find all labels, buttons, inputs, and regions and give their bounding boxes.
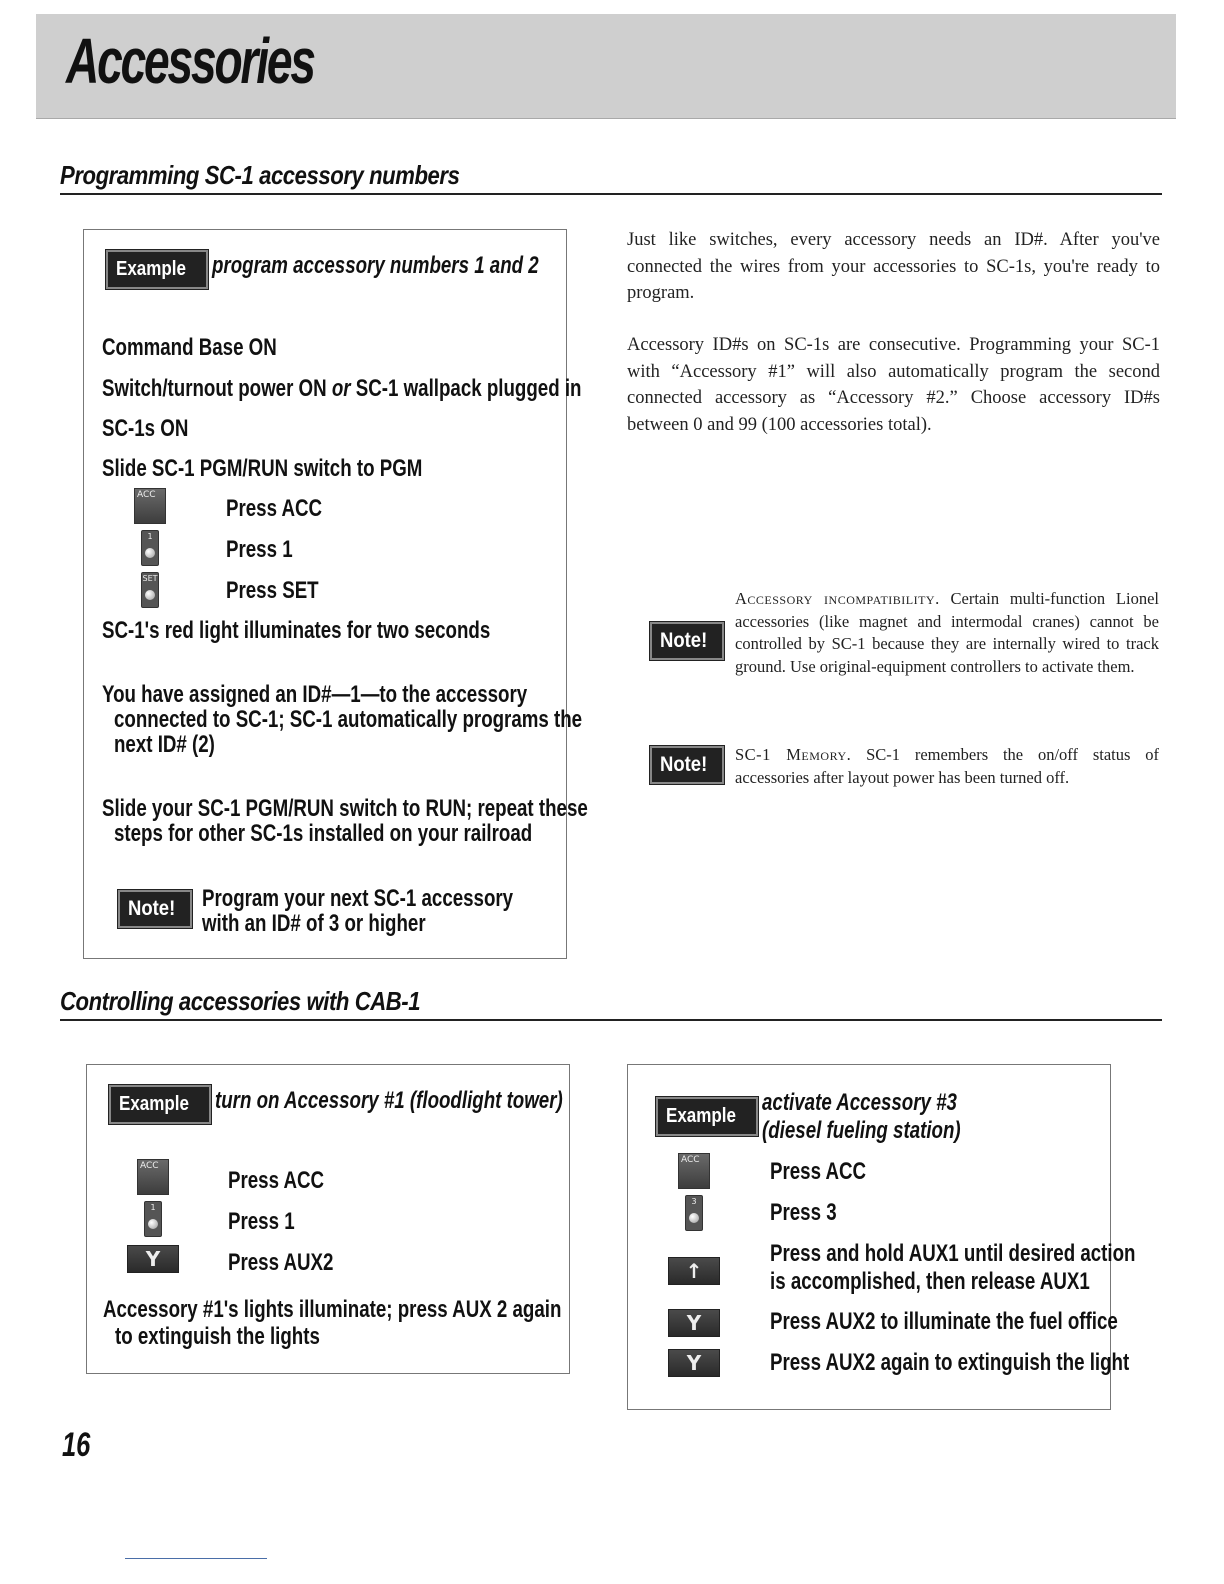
example-heading: (diesel fueling station) — [762, 1117, 961, 1144]
note-tag: Note! — [118, 890, 192, 928]
intro-paragraph: Just like switches, every accessory needs an ID#. After you've connected the wires from your accessories to SC-1s, you're ready to program. — [627, 230, 1160, 303]
note-tag: Note! — [650, 746, 724, 784]
note-tag: Note! — [650, 622, 724, 660]
example-tag: Example — [656, 1097, 758, 1136]
section-heading-programming: Programming SC-1 accessory numbers — [60, 160, 1162, 195]
note-line: Program your next SC-1 accessory — [202, 885, 514, 912]
step-line: SC-1s ON — [102, 415, 189, 442]
step-line: Press 3 — [770, 1199, 837, 1226]
acc-key-icon: ACC — [134, 488, 166, 524]
note-memory: SC-1 Memory. SC-1 remembers the on/off status of accessories after layout power has been turned off. — [735, 745, 1159, 787]
step-line: Press AUX2 to illuminate the fuel office — [770, 1308, 1118, 1335]
example-tag: Example — [109, 1085, 211, 1124]
page-number: 16 — [62, 1426, 91, 1464]
page-title: Accessories — [66, 25, 314, 97]
acc-key-icon: ACC — [137, 1159, 169, 1195]
step-line: is accomplished, then release AUX1 — [770, 1268, 1090, 1295]
number-1-key-icon: 1 — [141, 530, 159, 566]
title-banner — [36, 14, 1176, 119]
aux2-key-icon: Y — [668, 1309, 720, 1337]
aux1-key-icon: ↑ — [668, 1257, 720, 1285]
example-heading: turn on Accessory #1 (floodlight tower) — [215, 1087, 563, 1114]
example-tag: Example — [106, 250, 208, 289]
note-line: with an ID# of 3 or higher — [202, 910, 426, 937]
repeat-line: steps for other SC-1s installed on your railroad — [114, 820, 533, 847]
number-3-key-icon: 3 — [685, 1195, 703, 1231]
aux2-key-icon: Y — [127, 1245, 179, 1273]
result-line: to extinguish the lights — [115, 1323, 320, 1350]
set-key-icon: SET — [141, 572, 159, 608]
floodlight-example-box — [86, 1064, 570, 1374]
example-heading: program accessory numbers 1 and 2 — [212, 252, 539, 279]
step-line: Press SET — [226, 577, 319, 604]
result-line: next ID# (2) — [114, 731, 215, 758]
consecutive-paragraph: Accessory ID#s on SC-1s are consecutive. Programming your SC-1 with “Accessory #1” will also automatically program the second connected accessory as “Accessory #2.” Choose accessory ID#s between 0 and 99 (100 accessories total). — [627, 335, 1160, 435]
aux2-key-icon: Y — [668, 1349, 720, 1377]
result-line: You have assigned an ID#—1—to the accessory — [102, 681, 528, 708]
result-line: Accessory #1's lights illuminate; press AUX 2 again — [103, 1296, 562, 1323]
number-1-key-icon: 1 — [144, 1201, 162, 1237]
step-line: Command Base ON — [102, 334, 277, 361]
note-incompatibility: Accessory incompatibility. Certain multi-function Lionel accessories (like magnet and intermodal cranes) cannot be controlled by SC-1 because they are internally wired to track ground. Use original-equipment controllers to activate them. — [735, 589, 1159, 676]
step-line: Slide SC-1 PGM/RUN switch to PGM — [102, 455, 423, 482]
step-line: Press AUX2 — [228, 1249, 334, 1276]
repeat-line: Slide your SC-1 PGM/RUN switch to RUN; repeat these — [102, 795, 588, 822]
step-line: Press AUX2 again to extinguish the light — [770, 1349, 1130, 1376]
step-line: Press 1 — [228, 1208, 295, 1235]
step-line: Press ACC — [228, 1167, 325, 1194]
result-line: connected to SC-1; SC-1 automatically programs the — [114, 706, 583, 733]
step-line: Press ACC — [770, 1158, 867, 1185]
programming-example-box — [83, 229, 588, 959]
fueling-station-example-box — [627, 1064, 1136, 1410]
step-line: SC-1's red light illuminates for two seconds — [102, 617, 491, 644]
footer-rule — [125, 1558, 267, 1559]
acc-key-icon: ACC — [678, 1153, 710, 1189]
step-line: Switch/turnout power ON or SC-1 wallpack plugged in — [102, 375, 582, 402]
section-heading-controlling: Controlling accessories with CAB-1 — [60, 986, 1162, 1021]
step-line: Press and hold AUX1 until desired action — [770, 1240, 1136, 1267]
step-line: Press ACC — [226, 495, 323, 522]
step-line: Press 1 — [226, 536, 293, 563]
example-heading: activate Accessory #3 — [762, 1089, 957, 1116]
